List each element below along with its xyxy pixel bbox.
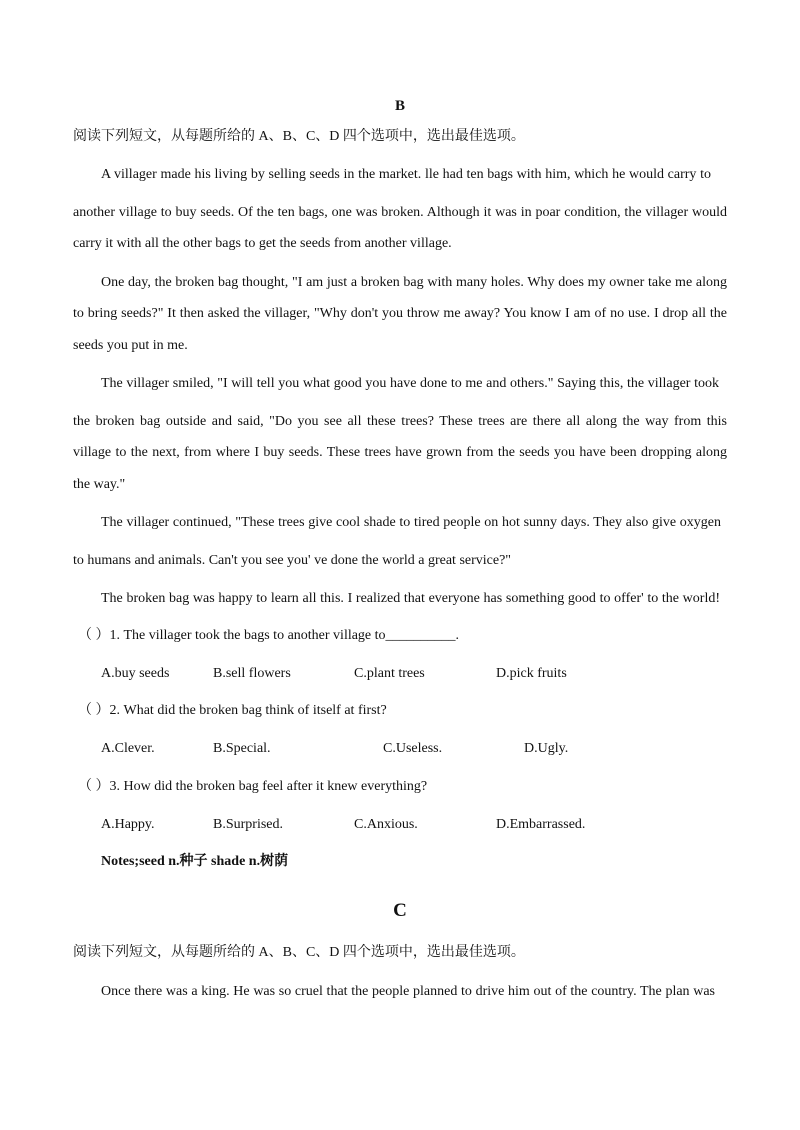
- section-c-heading: C: [393, 900, 407, 921]
- question-2-option-a: A.Clever.: [101, 741, 155, 756]
- passage-line: the way.": [73, 477, 126, 492]
- passage-line: The villager smiled, "I will tell you what good you have done to me and others." Saying this, the villager took: [101, 376, 719, 391]
- passage-line: A villager made his living by selling seeds in the market. lle had ten bags with him, which he would carry to: [101, 167, 711, 182]
- passage-line: seeds you put in me.: [73, 338, 188, 353]
- section-c-instruction: 阅读下列短文，从每题所给的 A、B、C、D 四个选项中，选出最佳选项。: [73, 945, 525, 960]
- question-1-option-c: C.plant trees: [354, 666, 425, 681]
- passage-line: the broken bag outside and said, "Do you see all these trees? These trees are there all along the way from this: [73, 414, 727, 429]
- passage-line: The broken bag was happy to learn all this. I realized that everyone has something good to offer' to the world!: [101, 591, 720, 606]
- passage-line: another village to buy seeds. Of the ten bags, one was broken. Although it was in poar condition, the villager would: [73, 205, 727, 220]
- passage-line: carry it with all the other bags to get the seeds from another village.: [73, 236, 452, 251]
- question-3-option-c: C.Anxious.: [354, 817, 418, 832]
- passage-line: Once there was a king. He was so cruel that the people planned to drive him out of the country. The plan was: [101, 984, 715, 999]
- question-1-option-a: A.buy seeds: [101, 666, 170, 681]
- question-2-option-b: B.Special.: [213, 741, 271, 756]
- section-b-instruction: 阅读下列短文，从每题所给的 A、B、C、D 四个选项中，选出最佳选项。: [73, 129, 525, 144]
- question-2-option-d: D.Ugly.: [524, 741, 569, 756]
- passage-line: to bring seeds?" It then asked the villager, "Why don't you throw me away? You know I am of no use. I drop all the: [73, 306, 727, 321]
- passage-line: to humans and animals. Can't you see you' ve done the world a great service?": [73, 553, 512, 568]
- passage-line: The villager continued, "These trees give cool shade to tired people on hot sunny days. They also give oxygen: [101, 515, 721, 530]
- question-3-option-a: A.Happy.: [101, 817, 155, 832]
- question-3-option-d: D.Embarrassed.: [496, 817, 586, 832]
- vocabulary-notes: Notes;seed n.种子 shade n.树荫: [101, 854, 289, 869]
- question-2-stem: （ ）2. What did the broken bag think of itself at first?: [78, 703, 387, 718]
- question-1-option-d: D.pick fruits: [496, 666, 567, 681]
- passage-line: village to the next, from where I buy seeds. These trees have grown from the seeds you have been dropping along: [73, 445, 727, 460]
- question-3-stem: （ ）3. How did the broken bag feel after it knew everything?: [78, 779, 428, 794]
- passage-line: One day, the broken bag thought, "I am just a broken bag with many holes. Why does my owner take me along: [101, 275, 727, 290]
- question-1-option-b: B.sell flowers: [213, 666, 291, 681]
- question-2-option-c: C.Useless.: [383, 741, 443, 756]
- question-1-stem: （ ）1. The villager took the bags to another village to__________.: [78, 628, 460, 643]
- question-3-option-b: B.Surprised.: [213, 817, 283, 832]
- section-b-heading: B: [394, 98, 405, 114]
